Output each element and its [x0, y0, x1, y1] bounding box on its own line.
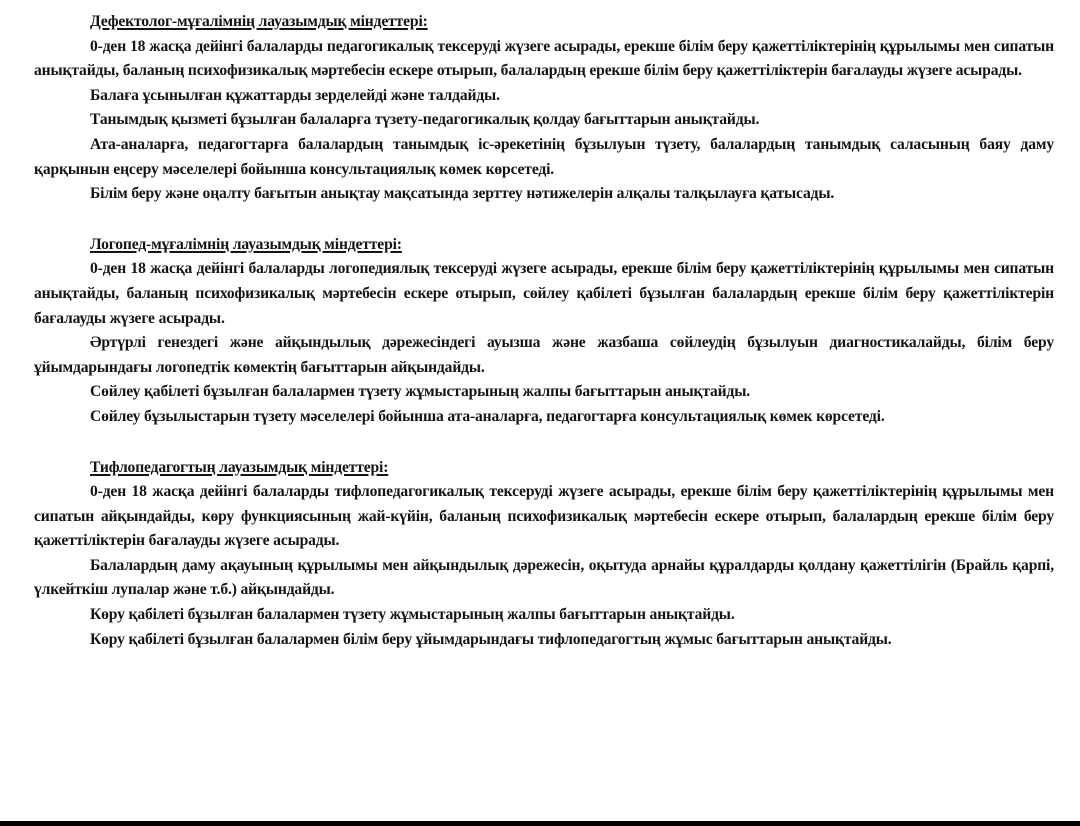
- paragraph: Танымдық қызметі бұзылған балаларға түзету-педагогикалық қолдау бағыттарын анықтайды.: [90, 111, 760, 129]
- document-page: [34, 10, 1054, 652]
- paragraph: Сөйлеу қабілеті бұзылған балалармен түзету жұмыстарының жалпы бағыттарын анықтайды.: [90, 383, 751, 401]
- section-typhlopedagogue: [34, 456, 1054, 653]
- bottom-border: [0, 821, 1080, 826]
- paragraph: Әртүрлі генездегі және айқындылық дәрежесіндегі ауызша және жазбаша сөйлеудің бұзылуын диагностикалайды, білім беру ұйымдарындағы логопедтік көмектің бағыттарын айқындайды.: [34, 334, 1054, 376]
- section-heading: Дефектолог-мұғалімнің лауазымдық міндеттері:: [90, 13, 428, 30]
- paragraph: Білім беру және оңалту бағытын анықтау мақсатында зерттеу нәтижелерін алқалы талқылауға қатысады.: [90, 185, 835, 203]
- paragraph: Ата-аналарға, педагогтарға балалардың танымдық іс-әрекетінің бұзылуын түзету, балалардың танымдық саласының баяу даму қарқынын еңсеру мәселелері бойынша консультациялық көмек көрсетеді.: [34, 135, 1054, 178]
- paragraph: Көру қабілеті бұзылған балалармен түзету жұмыстарының жалпы бағыттарын анықтайды.: [90, 606, 735, 624]
- section-speech-therapist: [34, 233, 1054, 430]
- section-heading: Тифлопедагогтың лауазымдық міндеттері:: [90, 458, 389, 476]
- paragraph: 0-ден 18 жасқа дейінгі балаларды тифлопедагогикалық тексеруді жүзеге асырады, ерекше білім беру қажеттіліктерінің құрылымы мен сипатын айқындайды, көру функциясының жай-күйін, баланың психофизикалық мәртебесін ескере отырып, балалардың ерекше білім беру қажеттіліктерін бағалауды жүзеге асырады.: [34, 483, 1054, 550]
- section-defectologist: [34, 10, 1054, 207]
- paragraph: Балаға ұсынылған құжаттарды зерделейді және талдайды.: [90, 86, 500, 104]
- paragraph: Балалардың даму ақауының құрылымы мен айқындылық дәрежесін, оқытуда арнайы құралдарды қолдану қажеттілігін (Брайль қарпі, үлкейткіш лупалар және т.б.) айқындайды.: [34, 556, 1054, 599]
- paragraph: 0-ден 18 жасқа дейінгі балаларды логопедиялық тексеруді жүзеге асырады, ерекше білім беру қажеттіліктерінің құрылымы мен сипатын анықтайды, баланың психофизикалық мәртебесін ескере отырып, сөйлеу қабілеті бұзылған балалардың ерекше білім беру қажеттіліктерін бағалауды жүзеге асырады.: [34, 260, 1054, 327]
- paragraph: Көру қабілеті бұзылған балалармен білім беру ұйымдарындағы тифлопедагогтың жұмыс бағыттарын анықтайды.: [90, 630, 892, 648]
- paragraph: 0-ден 18 жасқа дейінгі балаларды педагогикалық тексеруді жүзеге асырады, ерекше білім беру қажеттіліктерінің құрылымы мен сипатын анықтайды, баланың психофизикалық мәртебесін ескере отырып, балалардың ерекше білім беру қажеттіліктерін бағалауды жүзеге асырады.: [34, 37, 1054, 80]
- section-heading: Логопед-мұғалімнің лауазымдық міндеттері:: [90, 235, 402, 253]
- paragraph: Сөйлеу бұзылыстарын түзету мәселелері бойынша ата-аналарға, педагогтарға консультациялық көмек көрсетеді.: [90, 407, 885, 425]
